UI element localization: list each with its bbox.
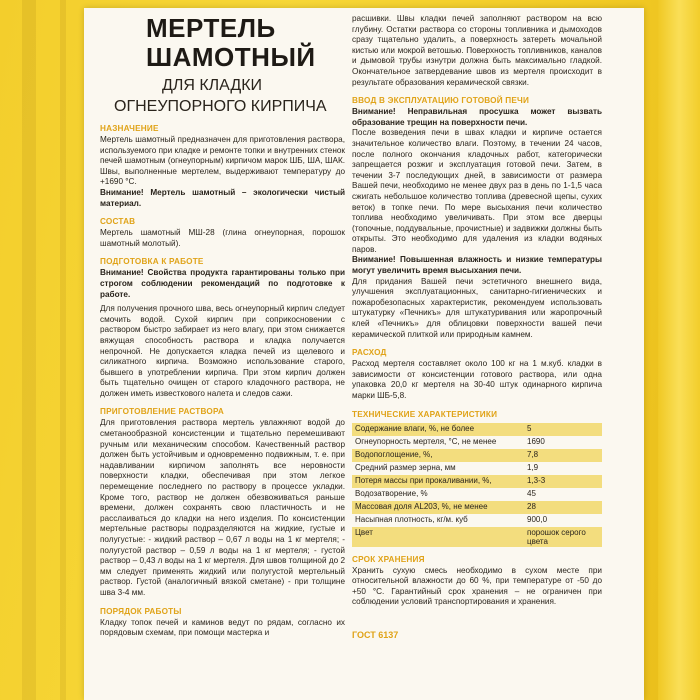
product-title-line2: ШАМОТНЫЙ [146,42,316,72]
purpose-text: Мертель шамотный предназначен для приготовления раствора, используемого при кладке и ремонте топки и внутренних стенок печей шамотным (огнеупорным) кирпичом марок ШБ, ША, ШАК. Швы, выполненные мертелем, выдерживают температуру до +1690 °С. [100,135,345,187]
table-row [352,475,602,488]
commission-note: Внимание! Неправильная просушка может вызвать образование трещин на поверхности печи. [352,107,602,127]
storage-heading: СРОК ХРАНЕНИЯ [352,554,425,564]
left-column [100,14,345,639]
spec-name: Насыпная плотность, кг/м. куб [355,514,468,524]
spec-value: 28 [524,501,602,514]
product-subtitle-line2: ОГНЕУПОРНОГО КИРПИЧА [114,98,327,115]
table-row [352,514,602,527]
spec-name: Водопоглощение, %, [352,449,524,462]
spec-value: 45 [527,488,536,498]
prep-text: Для получения прочного шва, весь огнеупорный кирпич следует смочить водой. Сухой кирпич при соприкосновении с раствором быстро забирает из него влагу, при этом снижается вяжущая способность раствора и кладка получается непрочной. Не допускается кладка печей из щелевого и силикатного кирпича. Возможно использование старого, бывшего в употреблении кирпича. При этом кирпич должен быть тщательно очищен от старого кладочного раствора, не должен иметь известкового налета и следов сажи. [100,304,345,398]
spec-name: Содержание влаги, %, не более [352,423,524,436]
spec-value: порошок серого цвета [524,527,602,547]
spec-value: 1,9 [527,462,539,472]
commission-heading: ВВОД В ЭКСПЛУАТАЦИЮ ГОТОВОЙ ПЕЧИ [352,96,530,106]
purpose-note: Внимание! Мертель шамотный – экологически чистый материал. [100,187,345,208]
table-row [352,449,602,462]
commission-text: После возведения печи в швах кладки и кирпиче остается значительное количество влаги. Поэтому, в течении 24 часов, после полного окончания кладочных работ, категорически запрещается розжиг и эксплуатация готовой печи. Затем, в течении 3-7 последующих дней, в зависимости от размера Вашей печи, необходимо не менее двух раз в день по 1-1,5 часа сжигать небольшое количество топлива (древесной щепы, сухих веток) в топке печи. По мере высыхания печи количество топлива необходимо увеличивать. При этом все дверцы (топочные, поддувальные, прочистные) и задвижки должны быть открыты. Это необходимо для удаления из кладки водяных паров. [352,128,602,254]
cont-text: расшивки. Швы кладки печей заполняют раствором на всю глубину. Остатки раствора со стороны топливника и дымоходов сразу тщательно удалить, а поверхность затереть мочальной кистью или мокрой ветошью. Поверхность топливников, каналов и дымовой трубы изнутри должна быть максимально гладкой. Окончательное затвердевание швов из мертеля происходит в результате образования керамической связки. [352,14,602,87]
bag-crease [60,0,66,700]
commission-note2: Внимание! Повышенная влажность и низкие температуры могут увеличить время высыхания печи. [352,255,602,276]
table-row [352,423,602,436]
mix-text: Для приготовления раствора мертель увлажняют водой до сметанообразной консистенции и тщательно перемешивают ручным или механическим способом. Качественный раствор должен быть устойчивым и одновременно подвижным, т. е. при надавливании кирпичом заполнять все неровности поверхности кладки, обеспечивая при этом легкое перемещение последнего по раствору в процессе укладки. Кроме того, раствор не должен обезвоживаться раньше времени, должен сохранять свою пластичность и не расслаиваться до кладки на него изделия. По консистенции мертельные растворы подразделяются на жидкие, густые и полугустые: - жидкий раствор – 0,67 л воды на 1 кг мертеля; - полугустой раствор – 0,59 л воды на 1 кг мертеля; - густой раствор – 0,43 л воды на 1 кг мертеля. Для швов толщиной до 2 мм следует применять жидкий или полугустой мертельный раствор. Густой (аналогичный вязкой сметане) - при толщине шва 3-4 мм. [100,418,345,597]
composition-heading: СОСТАВ [100,217,136,227]
prep-heading: ПОДГОТОВКА К РАБОТЕ [100,257,204,267]
specs-table [352,423,602,547]
spec-name: Огнеупорность мертеля, °С, не менее [355,436,497,446]
gost-mark: ГОСТ 6137 [352,629,399,640]
table-row [352,501,602,514]
mix-heading: ПРИГОТОВЛЕНИЕ РАСТВОРА [100,407,225,417]
spec-value: 5 [524,423,602,436]
spec-name: Средний размер зерна, мм [355,462,456,472]
bag-side-edge [658,0,700,700]
table-row [352,488,602,501]
commission-text2: Для придания Вашей печи эстетичного внешнего вида, улучшения эксплуатационных, санитарно-гигиенических и пожаробезопасных характеристик, рекомендуем использовать штукатурку «Печникъ» для штукатуривания или жаропрочный клей «Печникъ» для облицовки поверхности вашей печи керамической плиткой или природным камнем. [352,276,602,339]
product-title-line1: МЕРТЕЛЬ [146,13,276,43]
spec-name: Массовая доля AL203, %, не менее [352,501,524,514]
table-row [352,462,602,475]
spec-value: 7,8 [524,449,602,462]
product-subtitle-line1: ДЛЯ КЛАДКИ [162,77,263,94]
spec-value: 900,0 [527,514,548,524]
composition-text: Мертель шамотный МШ-28 (глина огнеупорная, порошок шамотный молотый). [100,228,345,248]
spec-value: 1,3-3 [524,475,602,488]
table-row [352,436,602,449]
purpose-heading: НАЗНАЧЕНИЕ [100,124,159,133]
spec-name: Водозатворение, % [355,488,428,498]
spec-value: 1690 [527,436,545,446]
usage-text: Расход мертеля составляет около 100 кг на 1 м.куб. кладки в зависимости от консистенции готового раствора, или одна упаковка 20,0 кг мертеля на 30-40 штук одинарного кирпича марки ШБ-5,8. [352,359,602,400]
spec-name: Цвет [352,527,524,547]
spec-name: Потеря массы при прокаливании, %, [352,475,524,488]
usage-heading: РАСХОД [352,348,387,358]
specs-heading: ТЕХНИЧЕСКИЕ ХАРАКТЕРИСТИКИ [352,409,498,419]
prep-note: Внимание! Свойства продукта гарантированы только при строгом соблюдении рекомендаций по подготовке к работе. [100,268,345,299]
work-heading: ПОРЯДОК РАБОТЫ [100,606,182,616]
storage-text: Хранить сухую смесь необходимо в сухом месте при относительной влажности до 60 %, при температуре от -50 до +50 °С. Гарантийный срок хранения – не ограничен при соблюдении условий транспортирования и хранения. [352,565,602,607]
table-row [352,527,602,547]
bag-crease [22,0,36,700]
right-column [352,14,602,640]
work-text: Кладку топок печей и каминов ведут по рядам, согласно их порядовым схемам, при помощи мастерка и [100,617,345,638]
